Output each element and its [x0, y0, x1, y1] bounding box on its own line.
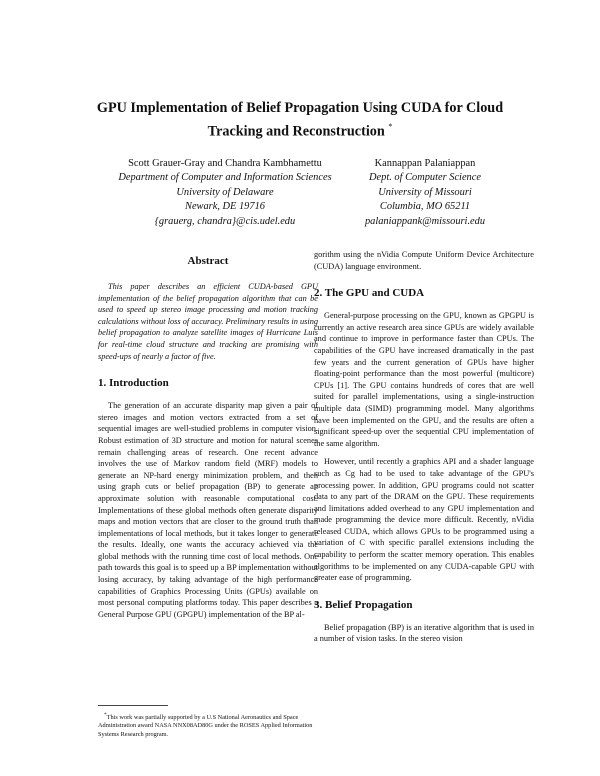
- author-location: Columbia, MO 65211: [379, 201, 471, 213]
- title-footnote-marker: *: [388, 122, 393, 131]
- author-block-left: [96, 157, 354, 229]
- footnote-marker: *: [104, 712, 107, 718]
- intro-paragraph-continued: gorithm using the nVidia Compute Uniform Device Architecture (CUDA) language environment.: [314, 250, 534, 271]
- footnote-text: [98, 711, 314, 739]
- author-university: University of Delaware: [176, 186, 274, 198]
- paper-title: [60, 99, 540, 142]
- left-column: [98, 254, 318, 620]
- author-email: {grauerg, chandra}@cis.udel.edu: [154, 215, 296, 227]
- footnote-body: This work was partially supported by a U.S National Aeronautics and Space Administration award NASA NNX08AD80G under the ROSES Applied Information Systems Research program.: [98, 714, 313, 738]
- author-names: Kannappan Palaniappan: [374, 158, 476, 169]
- title-line-1: GPU Implementation of Belief Propagation Using CUDA for Cloud: [96, 100, 504, 116]
- author-department: Department of Computer and Information Sciences: [118, 172, 332, 184]
- gpu-paragraph-1: General-purpose processing on the GPU, known as GPGPU is currently an active research area since GPUs are widely available and continue to improve in performance faster than CPUs. The capabilities of the GPU have increased dramatically in the past few years and the current generation of GPUs have higher floating-point performance than the most powerful (multicore) CPUs [1]. The GPU contains hundreds of cores that are well suited for parallel implementations, using a single-instruction multiple data (SIMD) programming model. Many algorithms have been implemented on the GPU, and the results are often a significant speed-up over the sequential CPU implementation of the same algorithm.: [314, 311, 534, 448]
- gpu-paragraph-2: However, until recently a graphics API and a shader language such as Cg had to be used to take advantage of the GPU's processing power. In addition, GPU programs could not scatter data to any part of the DRAM on the GPU. These requirements and limitations added overhead to any GPU implementation and made programming the device more difficult. Recently, nVidia released CUDA, which allows GPUs to be programmed using a variation of C with specific parallel extensions including the capability to perform the scatter memory operation. This enables algorithms to be implemented on any CUDA-capable GPU with greater ease of programming.: [314, 457, 534, 583]
- author-names: Scott Grauer-Gray and Chandra Kambhamettu: [128, 158, 322, 169]
- author-department: Dept. of Computer Science: [369, 172, 481, 184]
- abstract-heading: Abstract: [187, 255, 229, 267]
- footnote: [98, 705, 314, 739]
- intro-paragraph: The generation of an accurate disparity map given a pair of stereo images and motion vectors extracted from a set of sequential images are well-studied problems in computer vision. Robust estimation of 3D structure and motion for natural scenes remain challenging areas of research. One recent advance involves the use of Markov random field (MRF) models to generate an NP-hard energy minimization problem, and then using graph cuts or belief propagation (BP) to generate an approximate solution with reasonable computational cost. Implementations of these global methods often generate disparity maps and motion vectors that are closer to the ground truth than implementations of local methods, but it takes longer to generate the results. Ideally, one wants the accuracy achieved via the global methods with the running time cost of local methods. One path towards this goal is to speed up a BP implementation without losing accuracy, by taking advantage of the high performance capabilities of Graphics Processing Units (GPUs) available on most personal computing platforms today. This paper describes a General Purpose GPU (GPGPU) implementation of the BP al-: [98, 401, 318, 619]
- section-heading-belief-propagation: 3. Belief Propagation: [314, 598, 413, 611]
- author-block-right: [352, 157, 498, 229]
- abstract-text: This paper describes an efficient CUDA-based GPU implementation of the belief propagation algorithm that can be used to speed up stereo image processing and motion tracking calculations without loss of accuracy. Preliminary results in using belief propagation to analyze satellite images of Hurricane Luis for real-time cloud structure and tracking are promising with speed-ups of nearly a factor of five.: [98, 282, 318, 361]
- footnote-rule: [98, 705, 168, 706]
- section-heading-gpu-cuda: 2. The GPU and CUDA: [314, 287, 425, 300]
- author-location: Newark, DE 19716: [185, 201, 265, 213]
- bp-paragraph-1: Belief propagation (BP) is an iterative algorithm that is used in a number of vision tasks. In the stereo vision: [314, 622, 534, 644]
- right-column: [314, 249, 534, 645]
- author-university: University of Missouri: [378, 186, 472, 198]
- author-email: palaniappank@missouri.edu: [364, 215, 486, 227]
- section-heading-introduction: 1. Introduction: [98, 377, 169, 390]
- title-line-2: Tracking and Reconstruction: [207, 123, 385, 140]
